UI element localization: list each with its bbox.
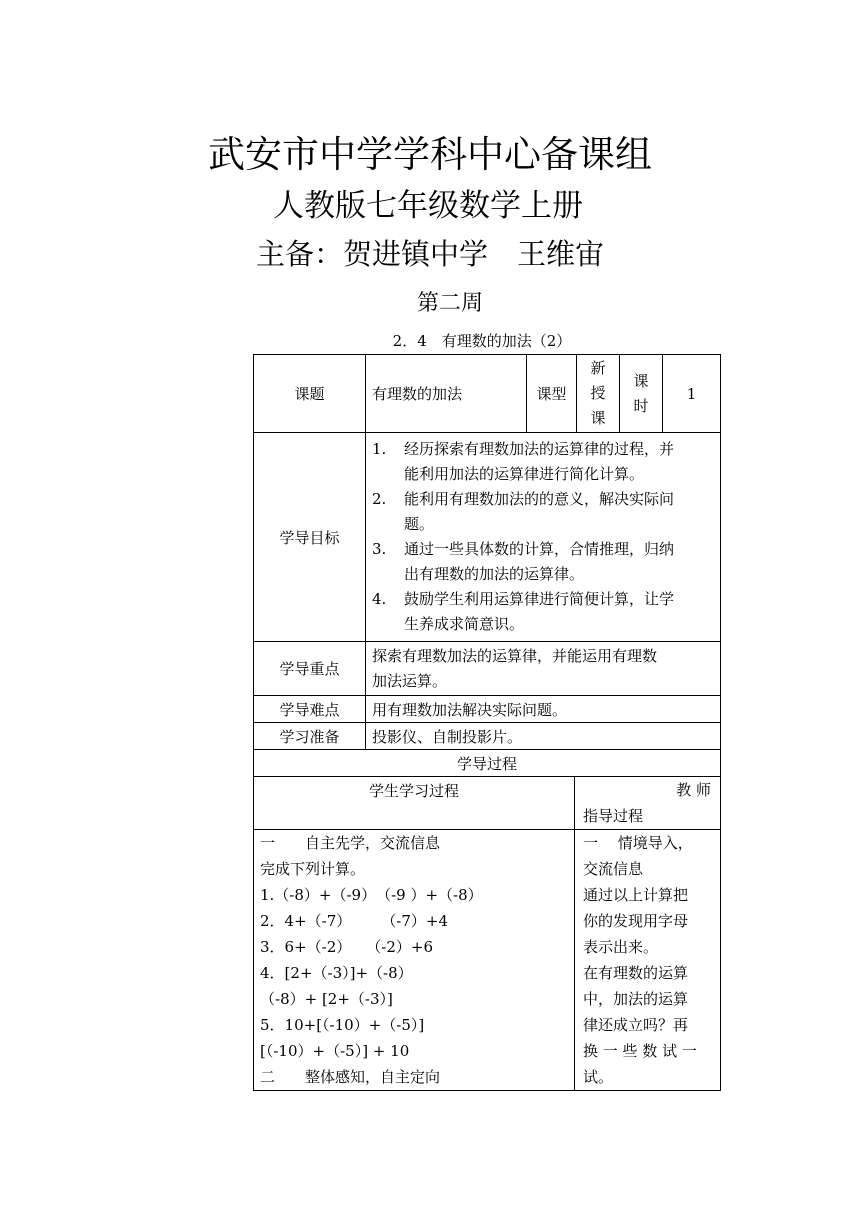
teacher-line: 律还成立吗？再 — [583, 1016, 689, 1034]
type-value: 新 授 课 — [577, 355, 620, 433]
week-label: 第二周 — [416, 291, 483, 316]
process-title: 学导过程 — [254, 750, 721, 777]
process-header-row — [254, 777, 721, 830]
prep-row — [254, 723, 721, 750]
hours-value: 1 — [663, 355, 721, 433]
type-label: 课型 — [527, 355, 577, 433]
goal-item: 4. 鼓励学生利用运算律进行简便计算，让学 生养成求简意识。 — [372, 590, 675, 633]
process-title-row — [254, 750, 721, 777]
difficulty-row — [254, 696, 721, 723]
prep-value: 投影仪、自制投影片。 — [366, 723, 721, 750]
teacher-line: 一 情境导入， — [583, 834, 693, 852]
student-process-header: 学生学习过程 — [254, 777, 575, 829]
doc-author: 主备：贺进镇中学 王维宙 — [255, 237, 604, 271]
focus-label: 学导重点 — [254, 642, 366, 696]
teacher-line: 换 一 些 数 试 一 — [583, 1042, 697, 1060]
focus-value: 探索有理数加法的运算律，并能运用有理数 加法运算。 — [366, 642, 721, 696]
teacher-process-header: 教 师 指导过程 — [583, 781, 711, 825]
student-line: 1.（-8）+（-9） （-9 ）+（-8） — [260, 886, 483, 904]
teacher-line: 表示出来。 — [583, 938, 659, 956]
student-line: 2．4+（-7） （-7）+4 — [260, 912, 448, 930]
teacher-line: 通过以上计算把 — [583, 886, 689, 904]
teacher-line: 在有理数的运算 — [583, 964, 689, 982]
student-line: 完成下列计算。 — [260, 860, 366, 878]
teacher-line: 中，加法的运算 — [583, 990, 689, 1008]
student-line: [（-10）+（-5）] + 10 — [260, 1042, 410, 1060]
goals-list — [366, 433, 721, 642]
goal-item: 2. 能利用有理数加法的的意义，解决实际问 题。 — [372, 490, 675, 533]
focus-row — [254, 642, 721, 696]
lesson-title: 2．4 有理数的加法（2） — [392, 332, 572, 350]
difficulty-label: 学导难点 — [254, 696, 366, 723]
teacher-line: 你的发现用字母 — [583, 912, 689, 930]
goals-row — [254, 433, 721, 642]
goal-item: 1. 经历探索有理数加法的运算律的过程，并 能利用加法的运算律进行简化计算。 — [372, 440, 675, 483]
teacher-line: 交流信息 — [583, 860, 644, 878]
student-line: 二 整体感知，自主定向 — [260, 1068, 441, 1086]
student-line: （-8）+ [2+（-3）] — [260, 990, 393, 1008]
doc-title: 武安市中学学科中心备课组 — [208, 133, 652, 176]
lesson-plan-table — [253, 354, 721, 1091]
student-line: 5．10+[（-10）+（-5）] — [260, 1016, 425, 1034]
topic-label: 课题 — [254, 355, 366, 433]
topic-row — [254, 355, 721, 433]
student-line: 3．6+（-2） （-2）+6 — [260, 938, 433, 956]
teacher-process-content — [575, 830, 719, 1090]
topic-value: 有理数的加法 — [366, 355, 527, 433]
prep-label: 学习准备 — [254, 723, 366, 750]
student-line: 4．[2+（-3）]+（-8） — [260, 964, 413, 982]
process-body-row — [254, 830, 721, 1091]
hours-label: 课 时 — [620, 355, 663, 433]
teacher-line: 试。 — [583, 1068, 614, 1086]
difficulty-value: 用有理数加法解决实际问题。 — [366, 696, 721, 723]
goal-item: 3. 通过一些具体数的计算，合情推理，归纳 出有理数的加法的运算律。 — [372, 540, 675, 583]
student-line: 一 自主先学，交流信息 — [260, 834, 441, 852]
goals-label: 学导目标 — [254, 433, 366, 642]
doc-subtitle: 人教版七年级数学上册 — [273, 188, 583, 224]
student-process-content — [254, 830, 575, 1090]
